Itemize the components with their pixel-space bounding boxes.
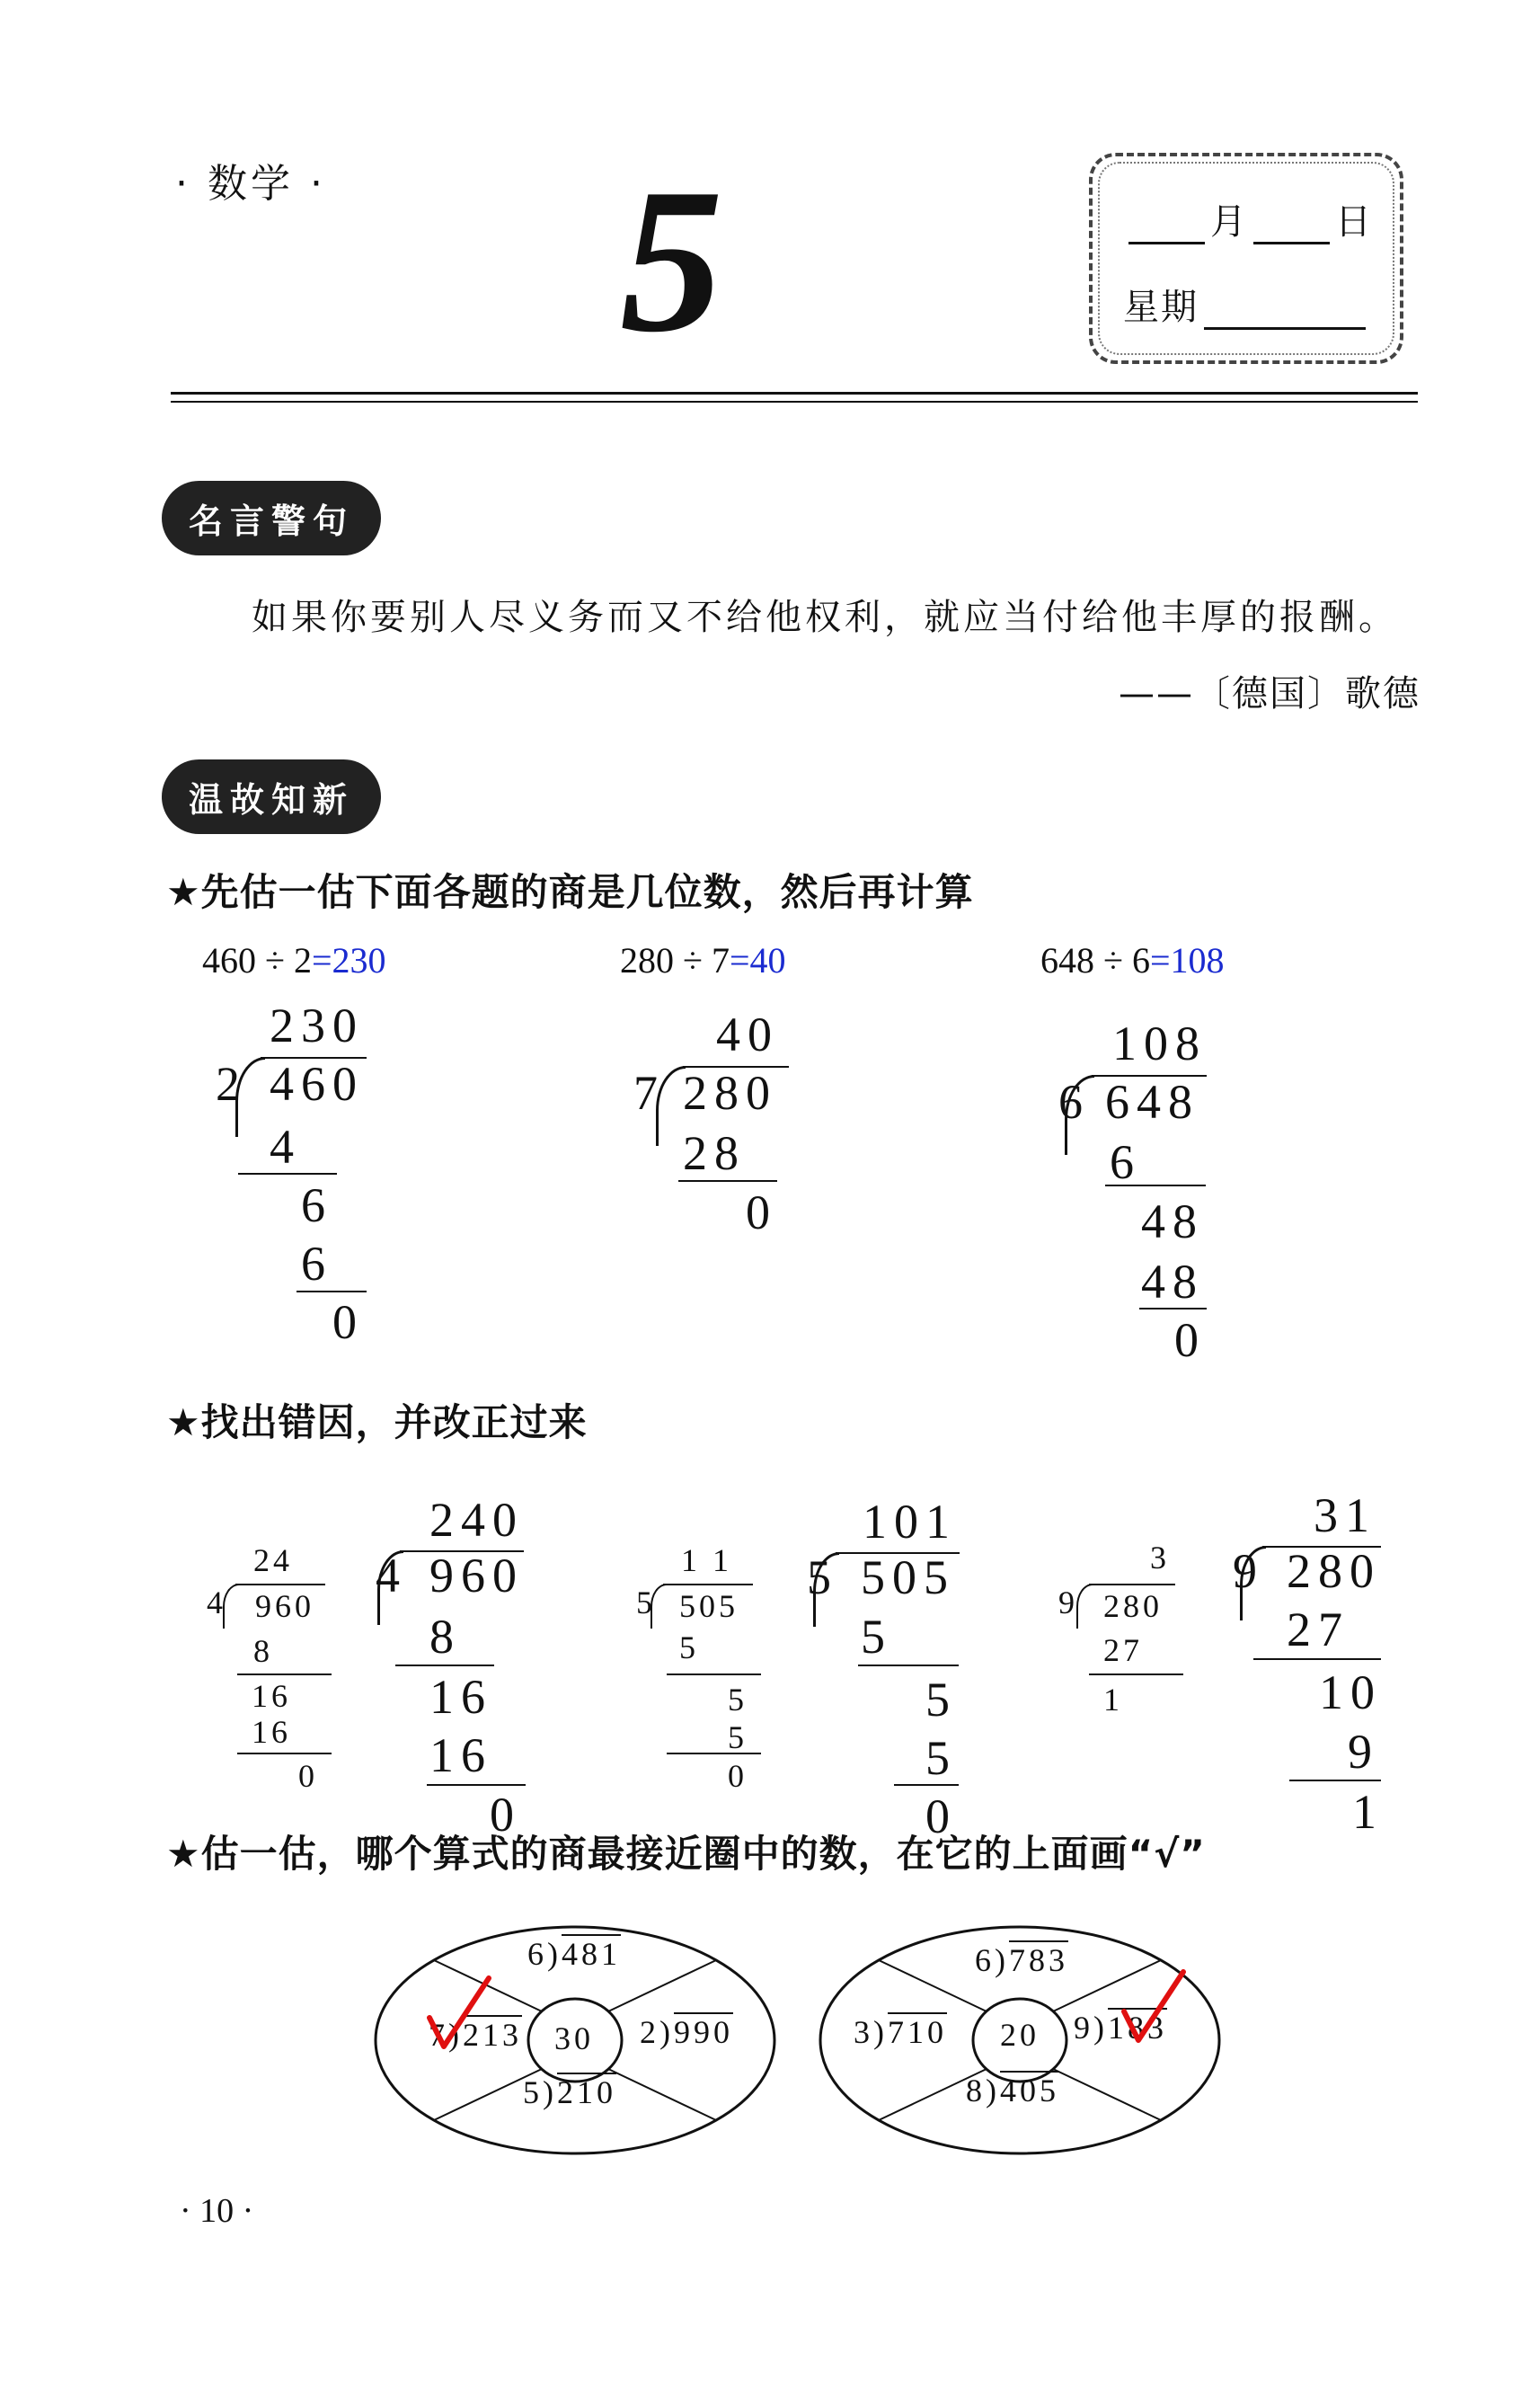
problem2-expr: 280 ÷ 7: [620, 940, 730, 981]
wrong3-step: 27: [1103, 1632, 1143, 1668]
right2-quotient: 101: [863, 1495, 957, 1549]
oval2-right-dividend: 183: [1108, 2010, 1167, 2046]
problem2-answer: =40: [729, 940, 786, 981]
oval2-bottom-divisor: 8: [966, 2073, 986, 2108]
right1-quotient: 240: [429, 1493, 524, 1547]
div3-dividend: 648: [1105, 1075, 1199, 1129]
div2-dividend: 280: [683, 1066, 777, 1120]
right1-step: 16: [429, 1728, 492, 1782]
date-month-day: [1123, 193, 1373, 244]
wrong2-bar: [667, 1673, 761, 1675]
date-weekday: [1123, 279, 1371, 330]
right3-step: 9: [1348, 1725, 1379, 1779]
problem3-expr: 648 ÷ 6: [1040, 940, 1150, 981]
oval1-left-divisor: 7: [429, 2017, 448, 2053]
oval1-right-divisor: 2: [640, 2014, 659, 2050]
oval1-top: 6)481: [527, 1936, 621, 1972]
oval2-bottom[interactable]: 8)405: [966, 2073, 1059, 2108]
oval1-bottom-dividend: 210: [557, 2074, 616, 2110]
problem1-expr: 460 ÷ 2: [202, 940, 312, 981]
task3-title: ★估一估，哪个算式的商最接近圈中的数，在它的上面画“√”: [166, 1832, 1206, 1876]
oval2-top-divisor: 6: [975, 1942, 995, 1978]
quote-badge: 名言警句: [162, 481, 381, 555]
right3-step: 10: [1319, 1665, 1382, 1719]
wrong3-bracket: [1076, 1584, 1093, 1629]
day-label: 日: [1335, 201, 1373, 243]
wrong1-step: 16: [252, 1678, 291, 1714]
quote-text: 如果你要别人尽义务而又不给他权利，就应当付给他丰厚的报酬。: [252, 597, 1398, 638]
div3-bar: [1105, 1185, 1206, 1186]
wrong2-bar: [663, 1584, 753, 1585]
right2-bar: [858, 1665, 959, 1666]
wrong2-bar: [667, 1753, 761, 1754]
oval1-bottom[interactable]: 5)210: [523, 2074, 616, 2110]
right1-divisor: 4: [376, 1549, 407, 1602]
right2-step: 5: [925, 1731, 957, 1785]
right3-bar: [1289, 1780, 1381, 1781]
right2-step: 5: [861, 1610, 892, 1664]
right1-bar: [427, 1784, 526, 1786]
right2-dividend: 505: [861, 1550, 955, 1604]
right1-step: 16: [429, 1670, 492, 1724]
wrong3-bar: [1089, 1673, 1183, 1675]
div2-divisor: 7: [633, 1066, 665, 1120]
wrong3-dividend: 280: [1103, 1588, 1163, 1624]
div1-step: 4: [270, 1120, 301, 1174]
oval2-right[interactable]: 9)183: [1074, 2010, 1167, 2046]
problem3-expression: [1040, 939, 1225, 981]
div3-bar: [1139, 1308, 1207, 1309]
oval1-left-dividend: 213: [463, 2017, 522, 2053]
oval1-top-divisor: 6: [527, 1936, 547, 1972]
quote-author: ——〔德国〕歌德: [1119, 673, 1421, 715]
div1-dividend: 460: [270, 1057, 364, 1111]
task2-title: ★找出错因，并改正过来: [166, 1400, 588, 1444]
check-mark-icon: [424, 1973, 496, 2054]
right2-step: 0: [925, 1789, 957, 1843]
oval2-left-dividend: 710: [888, 2014, 947, 2050]
right3-step: 27: [1287, 1602, 1350, 1656]
oval2-left-divisor: 3: [854, 2014, 873, 2050]
wrong3-divisor: 9: [1058, 1585, 1078, 1620]
oval1-center: 30: [554, 2020, 594, 2056]
header-rule: [171, 392, 1418, 395]
right1-step: 0: [490, 1788, 521, 1842]
div1-bar: [296, 1291, 367, 1292]
header-rule-thin: [171, 401, 1418, 403]
weekday-label: 星期: [1123, 287, 1199, 328]
wrong2-step: 5: [728, 1682, 748, 1718]
div3-divisor: 6: [1058, 1075, 1090, 1129]
oval2-left[interactable]: 3)710: [854, 2014, 947, 2050]
right2-step: 5: [925, 1673, 957, 1727]
wrong3-quotient: 3: [1150, 1540, 1170, 1576]
div1-divisor: 2: [216, 1057, 247, 1111]
div2-bar: [678, 1180, 777, 1182]
wrong1-step: 16: [252, 1714, 291, 1750]
div1-quotient: 230: [270, 999, 364, 1052]
right1-bar: [395, 1665, 494, 1666]
div3-step: 48: [1141, 1194, 1204, 1248]
task1-title: ★先估一估下面各题的商是几位数，然后再计算: [166, 870, 974, 914]
oval1-bottom-divisor: 5: [523, 2074, 543, 2110]
oval2-top[interactable]: 6)783: [975, 1942, 1068, 1978]
page-number: · 10 ·: [180, 2192, 254, 2230]
right3-bar: [1253, 1658, 1381, 1660]
check-mark-icon: [1119, 1966, 1190, 2047]
div1-step: 6: [301, 1178, 332, 1232]
right1-step: 8: [429, 1610, 461, 1664]
problem3-answer: =108: [1149, 940, 1225, 981]
right3-dividend: 280: [1287, 1544, 1381, 1598]
oval1-right-dividend: 990: [674, 2014, 733, 2050]
lesson-number: 5: [620, 146, 723, 375]
oval2-top-dividend: 783: [1009, 1942, 1068, 1978]
div3-step: 6: [1110, 1135, 1141, 1189]
div1-step: 0: [332, 1295, 364, 1349]
wrong1-dividend: 960: [255, 1588, 314, 1624]
wrong2-step: 5: [728, 1719, 748, 1755]
wrong2-step: 5: [679, 1629, 699, 1665]
oval2-center: 20: [1000, 2017, 1040, 2053]
problem1-answer: =230: [311, 940, 386, 981]
subject-label: · 数学 ·: [175, 161, 326, 207]
right2-divisor: 5: [807, 1550, 838, 1604]
wrong2-step: 0: [728, 1758, 748, 1794]
wrong2-divisor: 5: [636, 1585, 656, 1620]
wrong1-divisor: 4: [207, 1585, 226, 1620]
wrong1-bar: [237, 1673, 332, 1675]
wrong1-bar: [237, 1753, 332, 1754]
right3-divisor: 9: [1233, 1544, 1264, 1598]
oval2-right-divisor: 9: [1074, 2010, 1093, 2046]
div2-step: 28: [683, 1126, 746, 1180]
div3-step: 0: [1174, 1313, 1206, 1367]
wrong1-step: 8: [253, 1633, 273, 1669]
right3-step: 1: [1352, 1785, 1384, 1839]
oval2-bottom-dividend: 405: [1000, 2073, 1059, 2108]
wrong2-quotient: 1 1: [681, 1542, 732, 1578]
wrong3-step: 1: [1103, 1682, 1123, 1718]
wrong2-dividend: 505: [679, 1588, 739, 1624]
problem1-expression: [202, 939, 386, 981]
div1-bar: [238, 1173, 337, 1175]
wrong1-bar: [235, 1584, 325, 1585]
wrong1-quotient: 24: [253, 1542, 293, 1578]
div1-step: 6: [301, 1237, 332, 1291]
oval1-top-dividend: 481: [562, 1936, 621, 1972]
problem2-expression: [620, 939, 786, 981]
review-badge: 温故知新: [162, 759, 381, 834]
div3-step: 48: [1141, 1255, 1204, 1309]
right3-quotient: 31: [1314, 1488, 1376, 1542]
month-label: 月: [1210, 201, 1248, 243]
oval1-left[interactable]: 7)213: [429, 2017, 522, 2053]
right2-bar: [894, 1784, 959, 1786]
div3-quotient: 108: [1112, 1017, 1207, 1070]
div2-step: 0: [746, 1185, 777, 1239]
wrong1-step: 0: [298, 1758, 318, 1794]
oval1-right[interactable]: 2)990: [640, 2014, 733, 2050]
right1-dividend: 960: [429, 1549, 524, 1602]
div2-quotient: 40: [716, 1008, 779, 1061]
wrong3-bar: [1089, 1584, 1175, 1585]
